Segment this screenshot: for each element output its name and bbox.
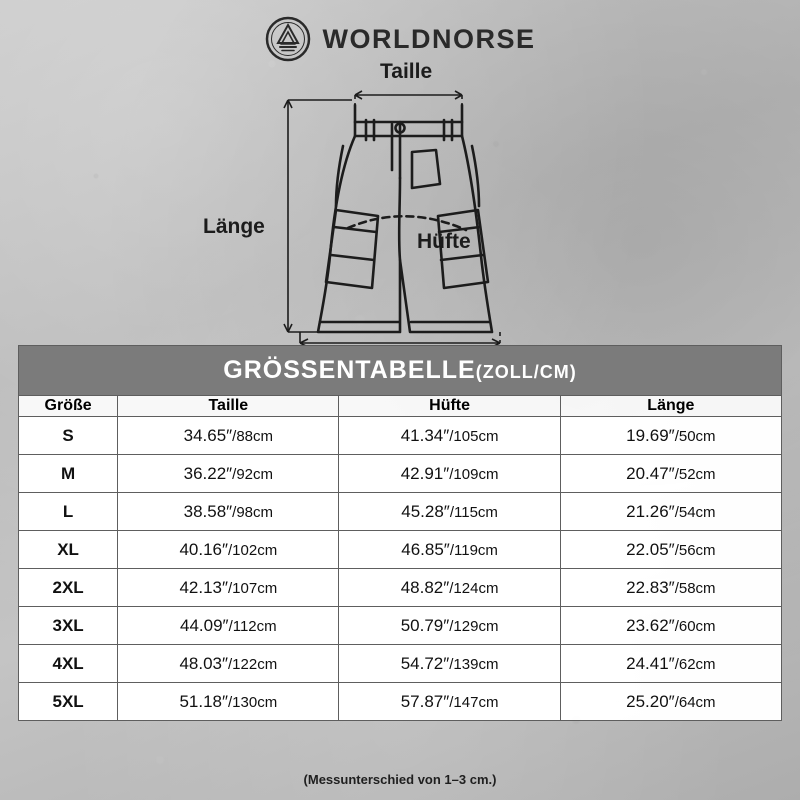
length-label: Länge (203, 215, 265, 238)
table-row (19, 455, 782, 493)
table-row (19, 607, 782, 645)
cell-hip: 45.28″/115cm (339, 493, 560, 531)
cell-waist: 34.65″/88cm (118, 417, 339, 455)
cell-hip: 54.72″/139cm (339, 645, 560, 683)
cell-length: 19.69″/50cm (560, 417, 781, 455)
table-header-row (19, 396, 782, 417)
cell-length: 22.83″/58cm (560, 569, 781, 607)
cell-length: 22.05″/56cm (560, 531, 781, 569)
hip-label: Hüfte (417, 230, 471, 253)
column-header-waist: Taille (118, 396, 339, 417)
cell-waist: 42.13″/107cm (118, 569, 339, 607)
table-row (19, 683, 782, 721)
cell-size: 2XL (19, 569, 118, 607)
cell-waist: 38.58″/98cm (118, 493, 339, 531)
cell-waist: 44.09″/112cm (118, 607, 339, 645)
cell-hip: 41.34″/105cm (339, 417, 560, 455)
cell-waist: 51.18″/130cm (118, 683, 339, 721)
cell-waist: 48.03″/122cm (118, 645, 339, 683)
cell-waist: 40.16″/102cm (118, 531, 339, 569)
brand-header (0, 16, 800, 62)
table-row (19, 417, 782, 455)
column-header-hip: Hüfte (339, 396, 560, 417)
size-table (18, 345, 782, 721)
measurement-footnote: (Messunterschied von 1–3 cm.) (303, 772, 497, 787)
cell-size: S (19, 417, 118, 455)
table-row (19, 493, 782, 531)
cell-hip: 42.91″/109cm (339, 455, 560, 493)
table-row (19, 531, 782, 569)
cell-size: M (19, 455, 118, 493)
cell-length: 24.41″/62cm (560, 645, 781, 683)
cargo-shorts-outline-icon (0, 60, 800, 345)
size-chart (18, 345, 782, 721)
cell-length: 23.62″/60cm (560, 607, 781, 645)
cell-size: 3XL (19, 607, 118, 645)
table-title-unit: (ZOLL/CM) (475, 362, 577, 382)
table-body (19, 417, 782, 721)
cell-length: 20.47″/52cm (560, 455, 781, 493)
table-title (19, 346, 782, 396)
waist-label: Taille (380, 60, 433, 83)
cell-size: L (19, 493, 118, 531)
cell-waist: 36.22″/92cm (118, 455, 339, 493)
cell-hip: 48.82″/124cm (339, 569, 560, 607)
table-title-main: GRÖSSENTABELLE (223, 356, 476, 384)
cell-size: 4XL (19, 645, 118, 683)
column-header-length: Länge (560, 396, 781, 417)
cell-length: 25.20″/64cm (560, 683, 781, 721)
cell-size: 5XL (19, 683, 118, 721)
table-row (19, 645, 782, 683)
garment-diagram (0, 60, 800, 345)
valknut-triangle-icon (265, 16, 311, 62)
cell-size: XL (19, 531, 118, 569)
table-row (19, 569, 782, 607)
cell-length: 21.26″/54cm (560, 493, 781, 531)
column-header-size: Größe (19, 396, 118, 417)
brand-name: WORLDNORSE (322, 23, 536, 54)
cell-hip: 50.79″/129cm (339, 607, 560, 645)
cell-hip: 57.87″/147cm (339, 683, 560, 721)
cell-hip: 46.85″/119cm (339, 531, 560, 569)
table-title-row (19, 346, 782, 396)
